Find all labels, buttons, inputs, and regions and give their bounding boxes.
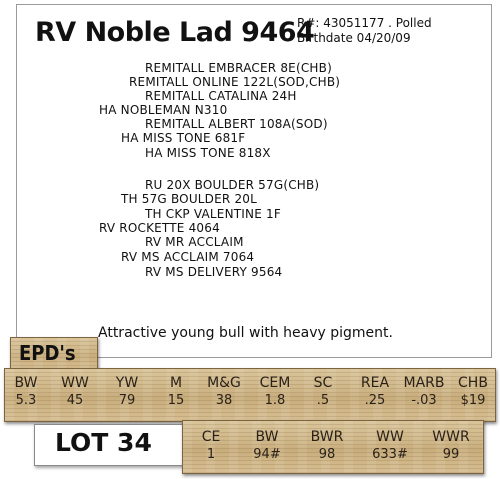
pedigree-sire-dam-sire: REMITALL ALBERT 108A(SOD): [145, 117, 328, 131]
epd-value-yw: 79: [118, 393, 136, 408]
perf-label-ww: WW: [376, 429, 404, 445]
epd-value-sc: .5: [316, 393, 330, 408]
pedigree-sire-sire: REMITALL ONLINE 122L(SOD,CHB): [129, 75, 341, 89]
performance-board: [182, 420, 484, 474]
perf-value-ce: 1: [206, 447, 216, 462]
epd-label-m: M: [169, 375, 183, 391]
perf-label-wwr: WWR: [432, 429, 470, 445]
pedigree-sire: HA NOBLEMAN N310: [99, 103, 228, 117]
epd-value-ww: 45: [66, 393, 84, 408]
pedigree-dam-sire-dam: TH CKP VALENTINE 1F: [145, 207, 281, 221]
epd-label-sc: SC: [313, 375, 333, 391]
epd-label-cem: CEM: [259, 375, 291, 391]
epd-yw: [109, 375, 145, 408]
description: Attractive young bull with heavy pigment.: [98, 325, 393, 341]
perf-value-wwr: 99: [442, 447, 460, 462]
registration-number: R#: 43051177 . Polled: [297, 16, 432, 30]
perf-label-ce: CE: [201, 429, 221, 445]
perf-label-bw: BW: [255, 429, 279, 445]
epd-label-ww: WW: [61, 375, 89, 391]
epd-value-chb: $19: [460, 393, 486, 408]
pedigree-sire-dam: HA MISS TONE 681F: [121, 131, 246, 145]
animal-meta: [297, 16, 432, 46]
pedigree-card: [16, 4, 492, 358]
epd-cem: [253, 375, 297, 408]
lot-badge: [34, 424, 186, 466]
epd-bw: [9, 375, 43, 408]
epd-value-m: 15: [167, 393, 185, 408]
epd-chb: [453, 375, 493, 408]
epd-m: [161, 375, 191, 408]
perf-value-ww: 633#: [372, 447, 408, 462]
pedigree-dam-dam-dam: RV MS DELIVERY 9564: [145, 265, 283, 279]
epd-value-cem: 1.8: [264, 393, 286, 408]
perf-ww: [363, 429, 417, 462]
pedigree-dam-sire: TH 57G BOULDER 20L: [121, 192, 258, 206]
epd-label-bw: BW: [14, 375, 38, 391]
perf-value-bw: 94#: [253, 447, 281, 462]
epd-ww: [55, 375, 95, 408]
epd-rea: [355, 375, 395, 408]
pedigree-sire-sire-dam: REMITALL CATALINA 24H: [145, 89, 297, 103]
epd-board: [4, 368, 496, 422]
epd-sc: [307, 375, 339, 408]
epd-value-marb: -.03: [411, 393, 437, 408]
epd-tag: [10, 337, 98, 371]
birthdate: Birthdate 04/20/09: [297, 31, 411, 45]
pedigree-dam: RV ROCKETTE 4064: [99, 221, 220, 235]
perf-bw: [245, 429, 289, 462]
epd-label-mg: M&G: [207, 375, 241, 391]
pedigree-dam-sire-sire: RU 20X BOULDER 57G(CHB): [145, 178, 320, 192]
perf-ce: [191, 429, 231, 462]
epd-label-chb: CHB: [458, 375, 488, 391]
pedigree-sire-dam-dam: HA MISS TONE 818X: [145, 146, 271, 160]
epd-marb: [399, 375, 449, 408]
perf-bwr: [303, 429, 351, 462]
animal-name: RV Noble Lad 9464: [35, 17, 315, 48]
epd-mg: [201, 375, 247, 408]
epd-value-bw: 5.3: [15, 393, 37, 408]
epd-label-rea: REA: [360, 375, 390, 391]
perf-wwr: [425, 429, 477, 462]
epd-label-yw: YW: [115, 375, 139, 391]
lot-number: LOT 34: [55, 428, 152, 457]
perf-value-bwr: 98: [318, 447, 336, 462]
pedigree-dam-dam: RV MS ACCLAIM 7064: [121, 250, 255, 264]
epd-value-rea: .25: [364, 393, 386, 408]
epd-value-mg: 38: [215, 393, 233, 408]
epd-label-marb: MARB: [403, 375, 445, 391]
perf-label-bwr: BWR: [310, 429, 344, 445]
pedigree-dam-dam-sire: RV MR ACCLAIM: [145, 235, 244, 249]
pedigree-sire-sire-sire: REMITALL EMBRACER 8E(CHB): [145, 61, 332, 75]
epd-label: EPD's: [19, 341, 76, 365]
